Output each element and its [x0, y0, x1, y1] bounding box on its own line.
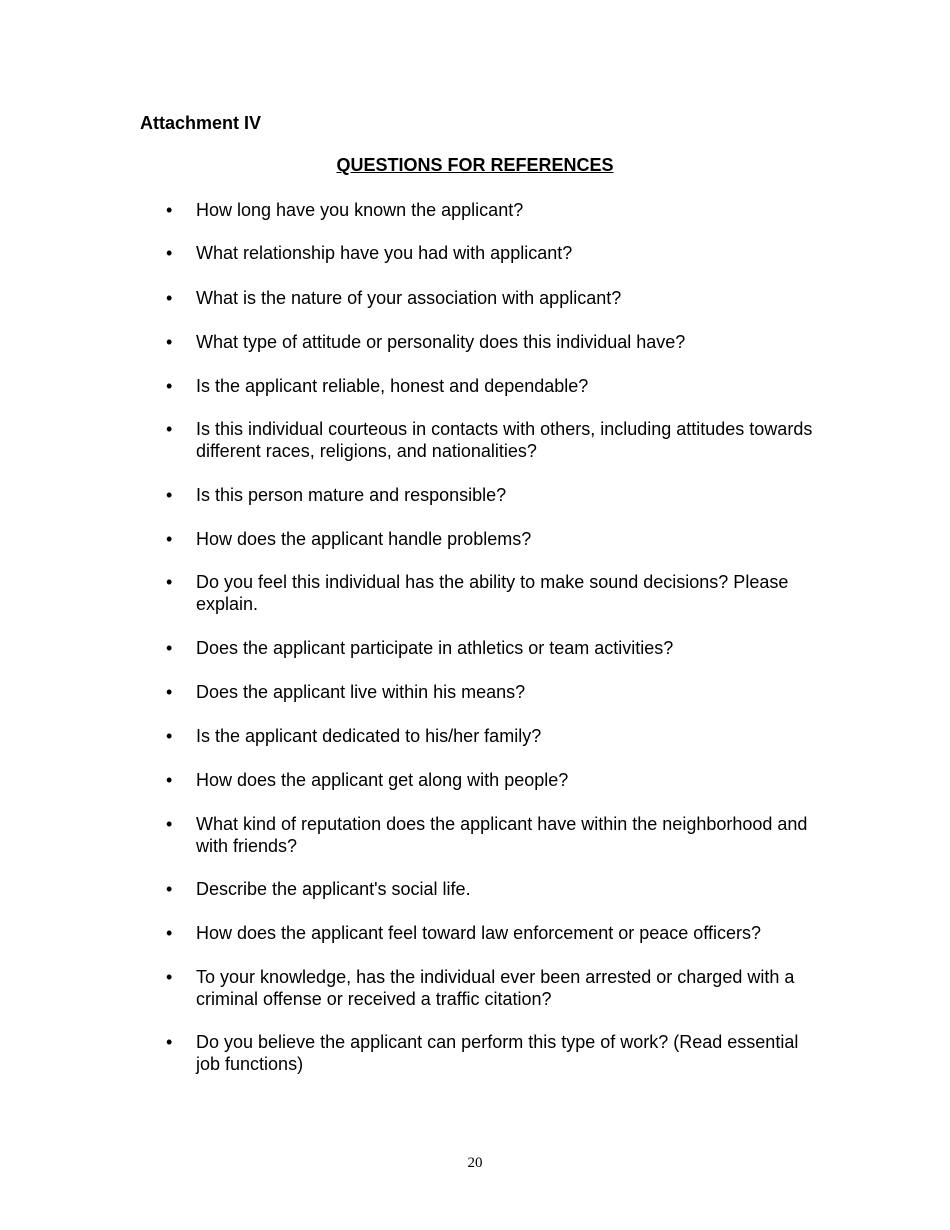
question-text: What relationship have you had with applicant?: [196, 243, 573, 263]
bullet-icon: •: [166, 419, 173, 439]
bullet-icon: •: [166, 726, 173, 746]
bullet-icon: •: [166, 332, 173, 352]
bullet-icon: •: [166, 485, 173, 505]
bullet-icon: •: [166, 682, 173, 702]
question-text: What type of attitude or personality does this individual have?: [196, 332, 686, 352]
question-text: Is the applicant dedicated to his/her family?: [196, 726, 542, 746]
question-text: To your knowledge, has the individual ever been arrested or charged with a criminal offense or received a traffic citation?: [196, 967, 795, 1009]
question-text: Do you believe the applicant can perform this type of work? (Read essential job functions): [196, 1032, 799, 1074]
question-text: What kind of reputation does the applicant have within the neighborhood and with friends?: [196, 814, 808, 856]
question-text: Does the applicant participate in athletics or team activities?: [196, 638, 674, 658]
bullet-icon: •: [166, 814, 173, 834]
bullet-icon: •: [166, 200, 173, 220]
page-title: QUESTIONS FOR REFERENCES: [336, 155, 614, 175]
question-text: How does the applicant handle problems?: [196, 529, 532, 549]
question-text: Is this individual courteous in contacts with others, including attitudes towards different races, religions, and nationalities?: [196, 419, 813, 461]
question-text: How does the applicant get along with people?: [196, 770, 569, 790]
question-text: How does the applicant feel toward law enforcement or peace officers?: [196, 923, 761, 943]
bullet-icon: •: [166, 879, 173, 899]
bullet-icon: •: [166, 529, 173, 549]
question-text: What is the nature of your association with applicant?: [196, 288, 622, 308]
question-text: Describe the applicant's social life.: [196, 879, 471, 899]
bullet-icon: •: [166, 770, 173, 790]
question-text: Do you feel this individual has the ability to make sound decisions? Please explain.: [196, 572, 789, 614]
question-text: How long have you known the applicant?: [196, 200, 524, 220]
bullet-icon: •: [166, 967, 173, 987]
bullet-icon: •: [166, 288, 173, 308]
bullet-icon: •: [166, 638, 173, 658]
bullet-icon: •: [166, 923, 173, 943]
page-number: 20: [467, 1155, 483, 1171]
bullet-icon: •: [166, 572, 173, 592]
question-text: Does the applicant live within his means?: [196, 682, 526, 702]
bullet-icon: •: [166, 1032, 173, 1052]
question-text: Is this person mature and responsible?: [196, 485, 507, 505]
attachment-label: Attachment IV: [140, 113, 262, 133]
bullet-icon: •: [166, 376, 173, 396]
bullet-icon: •: [166, 243, 173, 263]
question-text: Is the applicant reliable, honest and dependable?: [196, 376, 589, 396]
